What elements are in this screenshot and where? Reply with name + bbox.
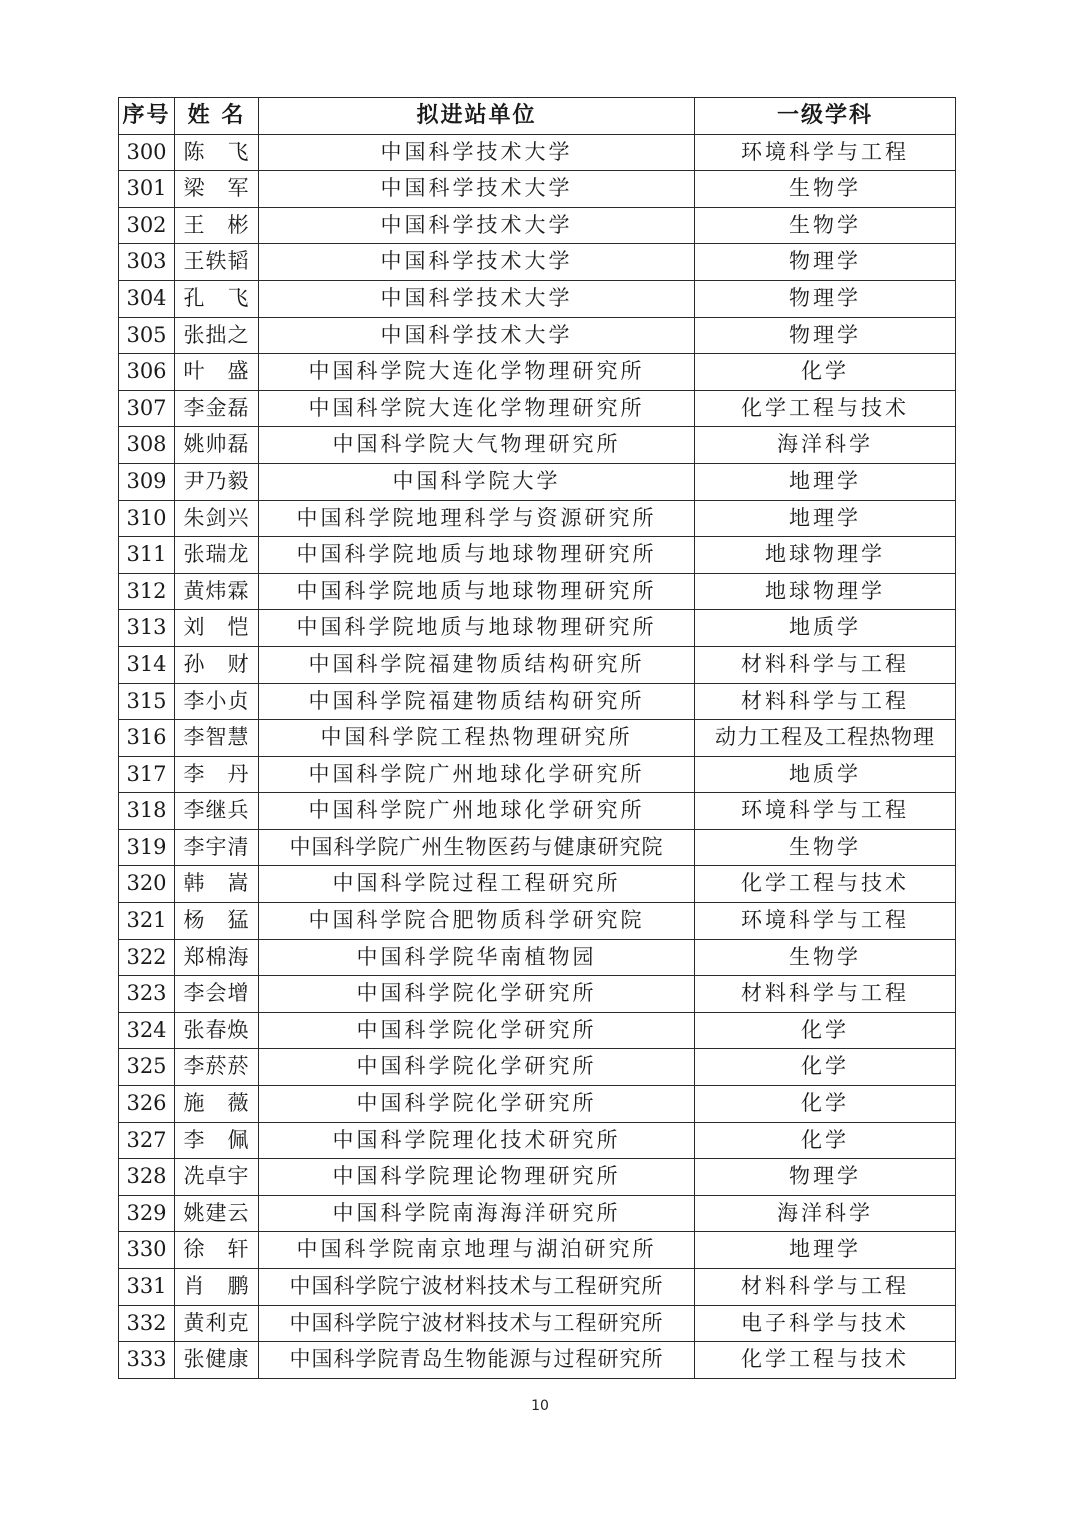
table-row xyxy=(119,134,956,171)
row-unit-cell: 中国科学技术大学 xyxy=(259,317,695,354)
table-row xyxy=(119,427,956,464)
row-name-cell: 孙 财 xyxy=(175,646,259,683)
table-row xyxy=(119,354,956,391)
row-unit-cell: 中国科学院大学 xyxy=(259,463,695,500)
row-seq-cell: 304 xyxy=(119,280,175,317)
row-seq-cell: 324 xyxy=(119,1012,175,1049)
row-unit-cell: 中国科学院地质与地球物理研究所 xyxy=(259,610,695,647)
row-subject-cell: 环境科学与工程 xyxy=(695,134,956,171)
table-row xyxy=(119,1012,956,1049)
row-name-cell: 李 丹 xyxy=(175,756,259,793)
row-unit-cell: 中国科学院化学研究所 xyxy=(259,1012,695,1049)
row-subject-cell: 地理学 xyxy=(695,1232,956,1269)
row-name-cell: 韩 嵩 xyxy=(175,866,259,903)
row-subject-cell: 海洋科学 xyxy=(695,427,956,464)
row-subject-cell: 地理学 xyxy=(695,463,956,500)
row-subject-cell: 材料科学与工程 xyxy=(695,976,956,1013)
row-unit-cell: 中国科学院化学研究所 xyxy=(259,1049,695,1086)
row-subject-cell: 材料科学与工程 xyxy=(695,1269,956,1306)
row-name-cell: 徐 轩 xyxy=(175,1232,259,1269)
row-subject-cell: 化学工程与技术 xyxy=(695,390,956,427)
header-seq: 序号 xyxy=(119,98,175,135)
row-name-cell: 李宇清 xyxy=(175,829,259,866)
row-name-cell: 张健康 xyxy=(175,1342,259,1379)
table-row xyxy=(119,463,956,500)
row-name-cell: 孔 飞 xyxy=(175,280,259,317)
row-name-cell: 黄利克 xyxy=(175,1305,259,1342)
row-seq-cell: 303 xyxy=(119,244,175,281)
row-unit-cell: 中国科学技术大学 xyxy=(259,171,695,208)
table-row xyxy=(119,317,956,354)
table-row xyxy=(119,866,956,903)
table-row xyxy=(119,756,956,793)
row-unit-cell: 中国科学院工程热物理研究所 xyxy=(259,720,695,757)
row-unit-cell: 中国科学院宁波材料技术与工程研究所 xyxy=(259,1269,695,1306)
row-seq-cell: 319 xyxy=(119,829,175,866)
table-row xyxy=(119,939,956,976)
row-subject-cell: 物理学 xyxy=(695,1159,956,1196)
header-unit: 拟进站单位 xyxy=(259,98,695,135)
row-unit-cell: 中国科学院南海海洋研究所 xyxy=(259,1195,695,1232)
row-seq-cell: 307 xyxy=(119,390,175,427)
row-name-cell: 李智慧 xyxy=(175,720,259,757)
header-subject: 一级学科 xyxy=(695,98,956,135)
table-row xyxy=(119,829,956,866)
row-unit-cell: 中国科学院合肥物质科学研究院 xyxy=(259,903,695,940)
row-name-cell: 郑棉海 xyxy=(175,939,259,976)
row-unit-cell: 中国科学院地质与地球物理研究所 xyxy=(259,573,695,610)
row-seq-cell: 316 xyxy=(119,720,175,757)
row-seq-cell: 333 xyxy=(119,1342,175,1379)
row-subject-cell: 地理学 xyxy=(695,500,956,537)
row-unit-cell: 中国科学院地理科学与资源研究所 xyxy=(259,500,695,537)
table-row xyxy=(119,1269,956,1306)
row-name-cell: 叶 盛 xyxy=(175,354,259,391)
row-unit-cell: 中国科学院大气物理研究所 xyxy=(259,427,695,464)
row-name-cell: 梁 军 xyxy=(175,171,259,208)
row-seq-cell: 323 xyxy=(119,976,175,1013)
row-subject-cell: 化学工程与技术 xyxy=(695,866,956,903)
row-name-cell: 张拙之 xyxy=(175,317,259,354)
table-row xyxy=(119,1122,956,1159)
row-unit-cell: 中国科学技术大学 xyxy=(259,134,695,171)
row-seq-cell: 312 xyxy=(119,573,175,610)
row-name-cell: 李小贞 xyxy=(175,683,259,720)
row-subject-cell: 电子科学与技术 xyxy=(695,1305,956,1342)
row-unit-cell: 中国科学技术大学 xyxy=(259,207,695,244)
row-unit-cell: 中国科学院理论物理研究所 xyxy=(259,1159,695,1196)
row-subject-cell: 地质学 xyxy=(695,756,956,793)
row-name-cell: 陈 飞 xyxy=(175,134,259,171)
row-subject-cell: 地球物理学 xyxy=(695,537,956,574)
table-row xyxy=(119,1342,956,1379)
table-row xyxy=(119,500,956,537)
row-seq-cell: 313 xyxy=(119,610,175,647)
table-row xyxy=(119,1086,956,1123)
row-subject-cell: 材料科学与工程 xyxy=(695,683,956,720)
postdoc-roster-table xyxy=(118,97,956,1379)
row-seq-cell: 331 xyxy=(119,1269,175,1306)
row-seq-cell: 320 xyxy=(119,866,175,903)
row-seq-cell: 325 xyxy=(119,1049,175,1086)
table-row xyxy=(119,976,956,1013)
table-row xyxy=(119,537,956,574)
row-name-cell: 李 佩 xyxy=(175,1122,259,1159)
row-unit-cell: 中国科学院大连化学物理研究所 xyxy=(259,390,695,427)
row-subject-cell: 物理学 xyxy=(695,244,956,281)
row-seq-cell: 310 xyxy=(119,500,175,537)
row-name-cell: 姚帅磊 xyxy=(175,427,259,464)
row-name-cell: 刘 恺 xyxy=(175,610,259,647)
table-row xyxy=(119,1195,956,1232)
row-subject-cell: 化学 xyxy=(695,1122,956,1159)
row-subject-cell: 海洋科学 xyxy=(695,1195,956,1232)
row-name-cell: 尹乃毅 xyxy=(175,463,259,500)
row-seq-cell: 306 xyxy=(119,354,175,391)
row-subject-cell: 物理学 xyxy=(695,317,956,354)
table-row xyxy=(119,390,956,427)
row-name-cell: 王轶韬 xyxy=(175,244,259,281)
row-subject-cell: 化学 xyxy=(695,1086,956,1123)
row-subject-cell: 生物学 xyxy=(695,171,956,208)
row-seq-cell: 314 xyxy=(119,646,175,683)
row-subject-cell: 生物学 xyxy=(695,939,956,976)
row-subject-cell: 地质学 xyxy=(695,610,956,647)
row-unit-cell: 中国科学院福建物质结构研究所 xyxy=(259,646,695,683)
row-name-cell: 张瑞龙 xyxy=(175,537,259,574)
row-name-cell: 姚建云 xyxy=(175,1195,259,1232)
row-name-cell: 李继兵 xyxy=(175,793,259,830)
row-name-cell: 李会增 xyxy=(175,976,259,1013)
row-seq-cell: 329 xyxy=(119,1195,175,1232)
row-name-cell: 王 彬 xyxy=(175,207,259,244)
table-row xyxy=(119,171,956,208)
row-seq-cell: 300 xyxy=(119,134,175,171)
row-name-cell: 张春焕 xyxy=(175,1012,259,1049)
table-row xyxy=(119,280,956,317)
row-seq-cell: 326 xyxy=(119,1086,175,1123)
row-seq-cell: 328 xyxy=(119,1159,175,1196)
row-seq-cell: 321 xyxy=(119,903,175,940)
table-row xyxy=(119,903,956,940)
row-seq-cell: 301 xyxy=(119,171,175,208)
row-unit-cell: 中国科学院南京地理与湖泊研究所 xyxy=(259,1232,695,1269)
row-subject-cell: 物理学 xyxy=(695,280,956,317)
table-row xyxy=(119,683,956,720)
row-unit-cell: 中国科学院广州地球化学研究所 xyxy=(259,793,695,830)
row-unit-cell: 中国科学院过程工程研究所 xyxy=(259,866,695,903)
row-subject-cell: 化学 xyxy=(695,1049,956,1086)
row-seq-cell: 302 xyxy=(119,207,175,244)
row-seq-cell: 332 xyxy=(119,1305,175,1342)
table-row xyxy=(119,1305,956,1342)
table-row xyxy=(119,1232,956,1269)
row-subject-cell: 材料科学与工程 xyxy=(695,646,956,683)
row-subject-cell: 环境科学与工程 xyxy=(695,793,956,830)
row-subject-cell: 化学 xyxy=(695,1012,956,1049)
row-unit-cell: 中国科学院广州地球化学研究所 xyxy=(259,756,695,793)
row-seq-cell: 327 xyxy=(119,1122,175,1159)
row-subject-cell: 生物学 xyxy=(695,207,956,244)
row-name-cell: 杨 猛 xyxy=(175,903,259,940)
row-name-cell: 李金磊 xyxy=(175,390,259,427)
page-number: 10 xyxy=(531,1398,549,1414)
table-body xyxy=(119,134,956,1378)
row-seq-cell: 330 xyxy=(119,1232,175,1269)
row-subject-cell: 动力工程及工程热物理 xyxy=(695,720,956,757)
row-subject-cell: 生物学 xyxy=(695,829,956,866)
row-seq-cell: 311 xyxy=(119,537,175,574)
row-seq-cell: 317 xyxy=(119,756,175,793)
row-name-cell: 黄炜霖 xyxy=(175,573,259,610)
row-unit-cell: 中国科学院理化技术研究所 xyxy=(259,1122,695,1159)
row-seq-cell: 315 xyxy=(119,683,175,720)
row-unit-cell: 中国科学院大连化学物理研究所 xyxy=(259,354,695,391)
row-subject-cell: 化学 xyxy=(695,354,956,391)
row-unit-cell: 中国科学院青岛生物能源与过程研究所 xyxy=(259,1342,695,1379)
row-subject-cell: 地球物理学 xyxy=(695,573,956,610)
row-subject-cell: 化学工程与技术 xyxy=(695,1342,956,1379)
row-unit-cell: 中国科学技术大学 xyxy=(259,244,695,281)
row-unit-cell: 中国科学技术大学 xyxy=(259,280,695,317)
row-name-cell: 李菸菸 xyxy=(175,1049,259,1086)
roster-sheet xyxy=(118,97,955,1379)
table-row xyxy=(119,720,956,757)
row-name-cell: 肖 鹏 xyxy=(175,1269,259,1306)
row-seq-cell: 309 xyxy=(119,463,175,500)
row-unit-cell: 中国科学院化学研究所 xyxy=(259,976,695,1013)
table-row xyxy=(119,1049,956,1086)
row-subject-cell: 环境科学与工程 xyxy=(695,903,956,940)
table-row xyxy=(119,573,956,610)
table-header-row xyxy=(119,98,956,135)
table-row xyxy=(119,610,956,647)
table-row xyxy=(119,646,956,683)
row-unit-cell: 中国科学院福建物质结构研究所 xyxy=(259,683,695,720)
row-name-cell: 朱剑兴 xyxy=(175,500,259,537)
table-row xyxy=(119,244,956,281)
row-seq-cell: 322 xyxy=(119,939,175,976)
header-name: 姓 名 xyxy=(175,98,259,135)
row-unit-cell: 中国科学院广州生物医药与健康研究院 xyxy=(259,829,695,866)
row-seq-cell: 318 xyxy=(119,793,175,830)
table-row xyxy=(119,1159,956,1196)
row-name-cell: 施 薇 xyxy=(175,1086,259,1123)
row-name-cell: 冼卓宇 xyxy=(175,1159,259,1196)
row-unit-cell: 中国科学院宁波材料技术与工程研究所 xyxy=(259,1305,695,1342)
row-unit-cell: 中国科学院地质与地球物理研究所 xyxy=(259,537,695,574)
row-unit-cell: 中国科学院化学研究所 xyxy=(259,1086,695,1123)
row-unit-cell: 中国科学院华南植物园 xyxy=(259,939,695,976)
row-seq-cell: 305 xyxy=(119,317,175,354)
table-row xyxy=(119,207,956,244)
table-row xyxy=(119,793,956,830)
row-seq-cell: 308 xyxy=(119,427,175,464)
